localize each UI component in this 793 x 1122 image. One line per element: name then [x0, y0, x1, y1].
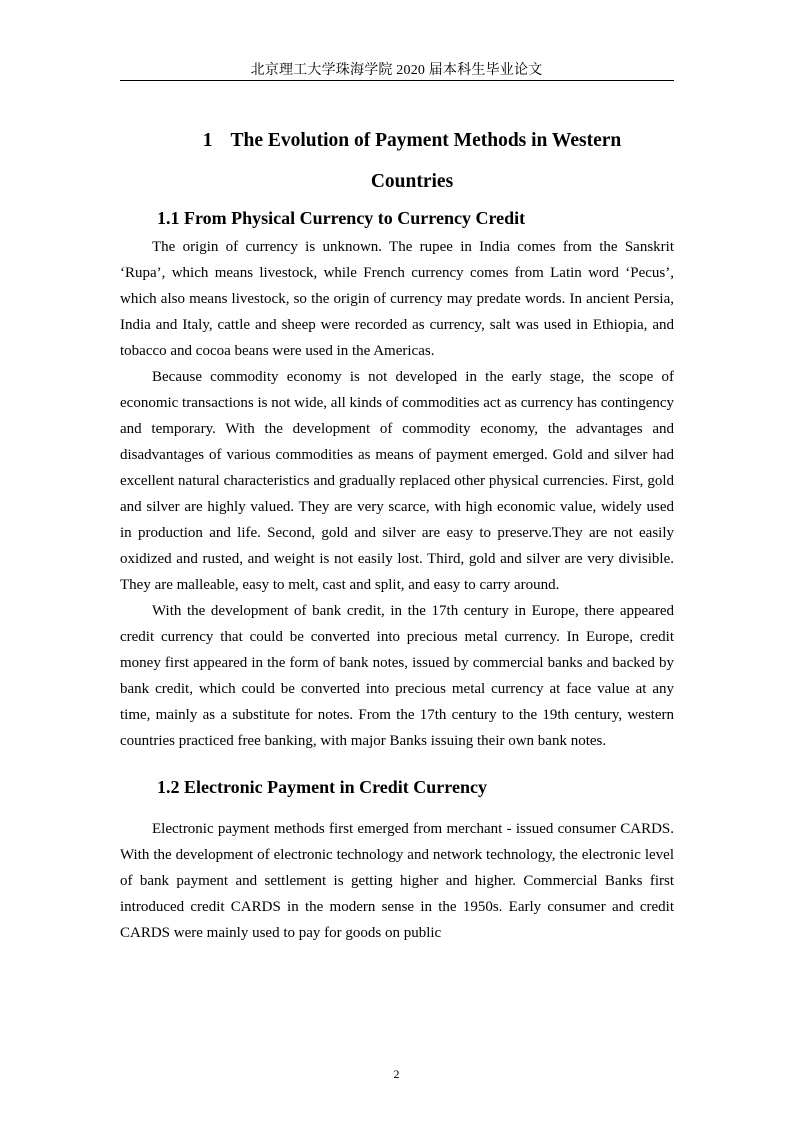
paragraph: Electronic payment methods first emerged from merchant - issued consumer CARDS. With the development of electronic technology and network technology, the electronic level of bank payment and settlement is getting higher and higher. Commercial Banks first introduced credit CARDS in the modern sense in the 1950s. Early consumer and credit CARDS were mainly used to pay for goods on public: [120, 821, 674, 941]
header-divider: [120, 80, 674, 81]
page-body: [120, 120, 674, 946]
page-header: 北京理工大学珠海学院 2020 届本科生毕业论文: [250, 63, 543, 78]
paragraph: With the development of bank credit, in the 17th century in Europe, there appeared credit currency that could be converted into precious metal currency. In Europe, credit money first appeared in the form of bank notes, issued by commercial banks and backed by bank credit, which could be converted into precious metal currency at face value at any time, mainly as a substitute for notes. From the 17th century to the 19th century, western countries practiced free banking, with major Banks issuing their own bank notes.: [120, 603, 674, 749]
chapter-number: 1: [202, 130, 213, 151]
section-heading-1-1: 1.1 From Physical Currency to Currency Credit: [157, 208, 526, 228]
paragraph: Because commodity economy is not developed in the early stage, the scope of economic transactions is not wide, all kinds of commodities act as currency has contingency and temporary. With the development of commodity economy, the advantages and disadvantages of various commodities as means of payment emerged. Gold and silver had excellent natural characteristics and gradually replaced other physical currencies. First, gold and silver are highly valued. They are very scarce, with high economic value, widely used in production and life. Second, gold and silver are easy to preserve.They are not easily oxidized and rusted, and weight is not easily lost. Third, gold and silver are very divisible. They are malleable, easy to melt, cast and split, and easy to carry around.: [120, 369, 675, 593]
chapter-title-line1: The Evolution of Payment Methods in Western: [230, 130, 622, 151]
chapter-title-line2: Countries: [370, 171, 454, 192]
page-number: 2: [393, 1067, 400, 1081]
paragraph: The origin of currency is unknown. The rupee in India comes from the Sanskrit ‘Rupa’, which means livestock, while French currency comes from Latin word ‘Pecus’, which also means livestock, so the origin of currency may predate words. In ancient Persia, India and Italy, cattle and sheep were recorded as currency, salt was used in Ethiopia, and tobacco and cocoa beans were used in the Americas.: [120, 239, 674, 359]
chapter-title: [120, 120, 674, 202]
section-heading-1-2: 1.2 Electronic Payment in Credit Currency: [157, 777, 487, 797]
